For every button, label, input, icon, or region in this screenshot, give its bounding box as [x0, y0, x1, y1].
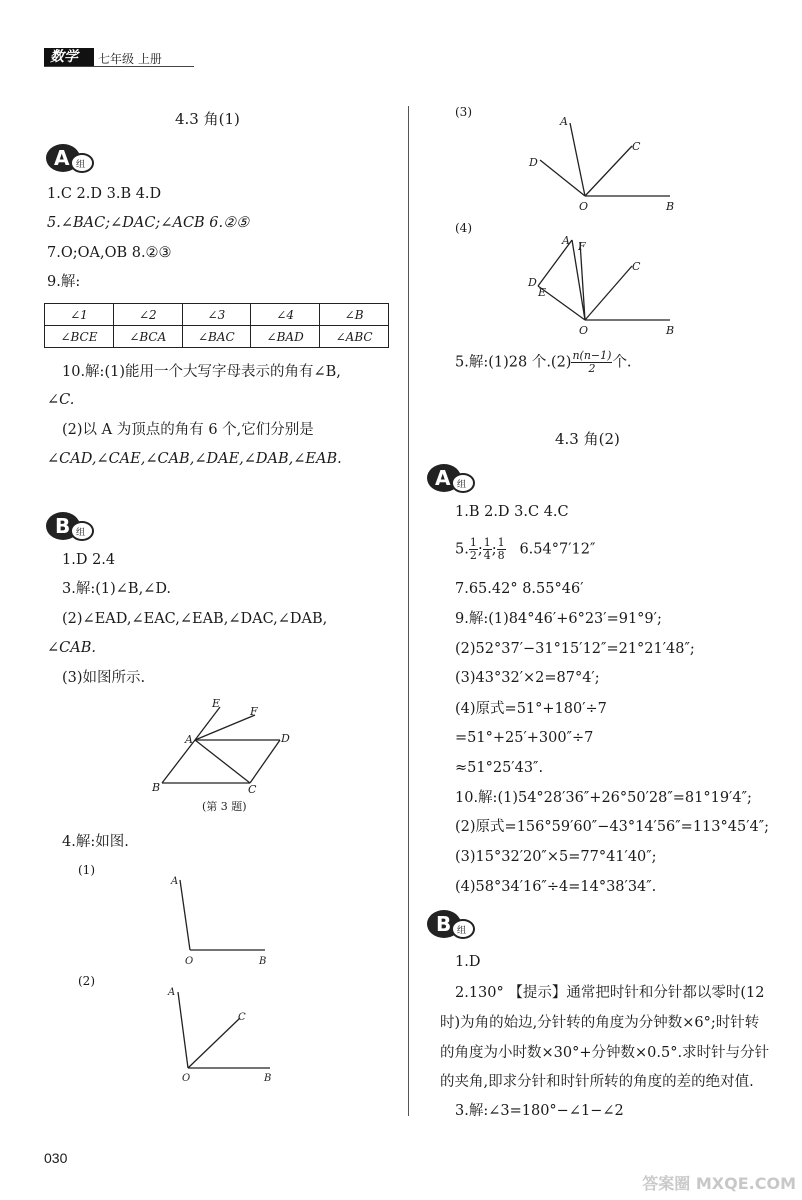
- b-line-2: 3.解:(1)∠B,∠D.: [62, 581, 172, 597]
- r-a-line-10: 10.解:(1)54°28′36″+26°50′28″=81°19′4″;: [455, 790, 752, 806]
- a-line-2: 5.∠BAC;∠DAC;∠ACB 6.②⑤: [47, 215, 250, 231]
- r-b-line-6: 3.解:∠3=180°−∠1−∠2: [455, 1103, 624, 1119]
- fig-label: D: [529, 156, 538, 169]
- group-a-badge: [44, 142, 94, 176]
- table-row: [45, 326, 389, 348]
- sub-label-3: (3): [455, 105, 472, 119]
- a-line-4: 9.解:: [47, 274, 81, 290]
- figure-4-3: [520, 108, 690, 218]
- svg-text:组: 组: [76, 160, 86, 170]
- section-title-right: 4.3 角(2): [555, 430, 620, 448]
- header-rule: [44, 66, 194, 67]
- r-b-line-1: 1.D: [455, 954, 481, 970]
- table-cell: ∠B: [320, 304, 389, 326]
- angle-table: [44, 303, 389, 348]
- r-a-line-13: (4)58°34′16″÷4=14°38′34″.: [455, 879, 657, 895]
- figure-4-4: [520, 228, 690, 340]
- table-cell: ∠4: [251, 304, 320, 326]
- fig-label: A: [171, 876, 179, 887]
- fig-label: B: [259, 956, 267, 965]
- figure-4-2: [160, 980, 280, 1085]
- r-a-line-9: ≈51°25′43″.: [455, 760, 544, 776]
- svg-text:组: 组: [457, 480, 467, 490]
- b-line-3: (2)∠EAD,∠EAC,∠EAB,∠DAC,∠DAB,: [62, 611, 328, 627]
- fig-label: C: [632, 140, 641, 153]
- r-a-line-7: (4)原式=51°+180′÷7: [455, 701, 607, 717]
- svg-text:组: 组: [76, 528, 86, 538]
- section-title-left: 4.3 角(1): [175, 110, 240, 128]
- sub-label-1: (1): [78, 863, 95, 877]
- r-a-line-12: (3)15°32′20″×5=77°41′40″;: [455, 849, 657, 865]
- r-a-line-5: (2)52°37′−31°15′12″=21°21′48″;: [455, 641, 695, 657]
- table-cell: ∠1: [45, 304, 114, 326]
- fig-label: B: [666, 324, 675, 337]
- figure-q3: [140, 695, 310, 815]
- table-cell: ∠BCE: [45, 326, 114, 348]
- sub-label-2: (2): [78, 974, 95, 988]
- r-a-line-6: (3)43°32′×2=87°4′;: [455, 670, 600, 686]
- q10-line-3: (2)以 A 为顶点的角有 6 个,它们分别是: [62, 422, 314, 438]
- r-b-line-5: 的夹角,即求分针和时针所转的角度的差的绝对值.: [440, 1074, 754, 1090]
- svg-text:B: B: [436, 912, 452, 936]
- q10-line-2: ∠C.: [47, 392, 75, 408]
- table-row: [45, 304, 389, 326]
- r-a-line-4: 9.解:(1)84°46′+6°23′=91°9′;: [455, 611, 662, 627]
- q4-line: 4.解:如图.: [62, 834, 129, 850]
- fig-label: E: [212, 697, 221, 710]
- fig-label: C: [632, 260, 641, 273]
- fig-label: F: [578, 240, 586, 253]
- fig-label: A: [185, 733, 193, 746]
- svg-text:A: A: [435, 466, 451, 490]
- table-cell: ∠BAC: [182, 326, 250, 348]
- a-line-3: 7.O;OA,OB 8.②③: [47, 245, 172, 261]
- fig-label: C: [238, 1012, 246, 1023]
- fig-label: F: [250, 705, 258, 718]
- b-line-1: 1.D 2.4: [62, 552, 116, 568]
- header-brand: 数学: [44, 48, 94, 66]
- fig-label: A: [560, 115, 568, 128]
- r-b-line-2: 2.130° 【提示】通常把时针和分针都以零时(12: [455, 985, 765, 1001]
- q10-line-4: ∠CAD,∠CAE,∠CAB,∠DAE,∠DAB,∠EAB.: [47, 451, 342, 467]
- r-a-line-1: 1.B 2.D 3.C 4.C: [455, 504, 569, 520]
- fig-label: O: [579, 324, 589, 337]
- table-cell: ∠BAD: [251, 326, 320, 348]
- svg-text:B: B: [55, 514, 71, 538]
- fig-label: E: [538, 286, 547, 299]
- b-line-4: ∠CAB.: [47, 640, 96, 656]
- group-a-badge: [425, 462, 475, 496]
- figure-caption: (第 3 题): [202, 800, 247, 813]
- r-a-line-3: 7.65.42° 8.55°46′: [455, 581, 584, 597]
- r-a-line-8: =51°+25′+300″÷7: [455, 730, 594, 746]
- figure-4-1: [165, 870, 275, 965]
- r-a-line-11: (2)原式=156°59′60″−43°14′56″=113°45′4″;: [455, 819, 770, 835]
- group-b-badge: [44, 510, 94, 544]
- table-cell: ∠ABC: [320, 326, 389, 348]
- fig-label: O: [579, 200, 589, 213]
- fig-label: O: [182, 1073, 191, 1084]
- watermark: 答案圈 MXQE.COM: [642, 1174, 796, 1193]
- fig-label: C: [248, 783, 257, 796]
- sub-label-4: (4): [455, 221, 472, 235]
- fig-label: B: [264, 1073, 272, 1084]
- table-cell: ∠2: [113, 304, 182, 326]
- fig-label: B: [152, 781, 161, 794]
- r-a-line-2: 5. $\frac{1}{2}$ ; $\frac{1}{4}$ ; $\frac{1}{8}$ 6.54°7′12″: [455, 536, 596, 562]
- svg-text:A: A: [54, 146, 70, 170]
- fig-label: O: [185, 956, 194, 965]
- fig-label: B: [666, 200, 675, 213]
- page-number: 030: [44, 1150, 68, 1166]
- table-cell: ∠3: [182, 304, 250, 326]
- q10-line-1: 10.解:(1)能用一个大写字母表示的角有∠B,: [62, 364, 341, 380]
- fig-label: A: [562, 234, 570, 247]
- header-grade: 七年级 上册: [98, 52, 162, 66]
- fig-label: D: [528, 276, 537, 289]
- fig-label: D: [281, 732, 290, 745]
- svg-text:组: 组: [457, 926, 467, 936]
- a-line-1: 1.C 2.D 3.B 4.D: [47, 186, 162, 202]
- q5-line: 5.解:(1)28 个.(2) $\frac{n(n-1)}{2}$ 个.: [455, 349, 632, 375]
- group-b-badge: [425, 908, 475, 942]
- fig-label: A: [168, 987, 176, 998]
- r-b-line-3: 时)为角的始边,分针转的角度为分钟数×6°;时针转: [440, 1015, 760, 1031]
- b-line-5: (3)如图所示.: [62, 670, 146, 686]
- r-b-line-4: 的角度为小时数×30°+分钟数×0.5°.求时针与分针: [440, 1045, 770, 1061]
- column-divider: [408, 106, 409, 1116]
- table-cell: ∠BCA: [113, 326, 182, 348]
